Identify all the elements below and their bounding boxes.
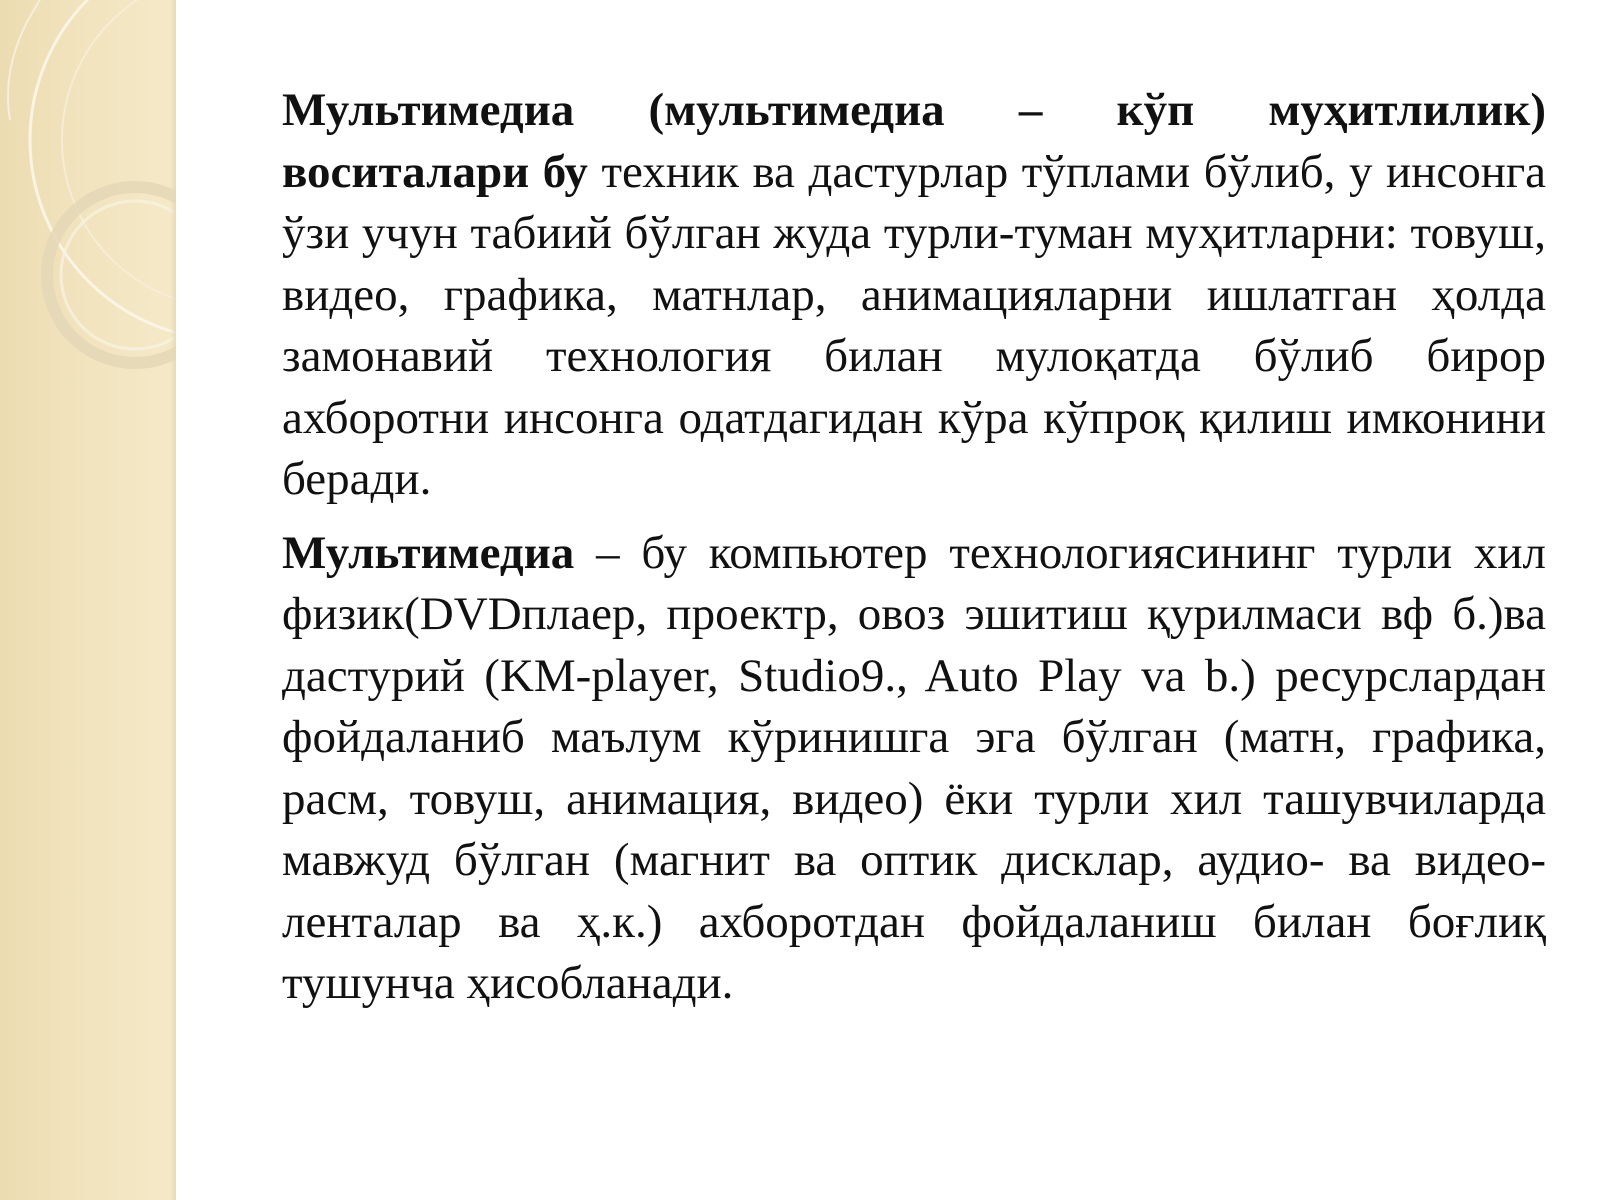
concentric-rings-icon — [0, 0, 176, 1200]
ring-arc — [8, 0, 40, 120]
paragraph-definition-term: Мультимедиа (мультимедиа – кўп муҳитлилик) воситалари бу — [282, 84, 1546, 198]
large-ring-inner — [62, 0, 176, 308]
paragraph-explanation-term: Мультимедиа — [282, 526, 575, 579]
paragraph-explanation — [282, 523, 1546, 1015]
paragraph-definition — [282, 80, 1546, 511]
slide-body — [282, 80, 1546, 1015]
paragraph-explanation-text: – бу компьютер технологиясининг турли хил физик(DVDплаер, проектр, овоз эшитиш қурилмаси вф б.)ва дастурий (KM-player, Studio9., Auto Play va b.) ресурслардан фойдаланиб маълум кўринишга эга бўлган (матн, графика, расм, товуш, анимация, видео) ёки турли хил ташувчиларда мавжуд бўлган (магнит ва оптик дисклар, аудио- ва видео-ленталар ва ҳ.к.) ахборотдан фойдаланиш билан боғлиқ тушунча ҳисобланади. — [282, 526, 1546, 1009]
decorative-side-panel — [0, 0, 176, 1200]
medium-ring — [47, 187, 176, 363]
paragraph-definition-text: техник ва дастурлар тўплами бўлиб, у инсонга ўзи учун табиий бўлган жуда турли-туман муҳитларни: товуш, видео, графика, матнлар, анимацияларни ишлатган ҳолда замонавий технология билан мулоқатда бўлиб бирор ахборотни инсонга одатдагидан кўра кўпроқ қилиш имконини беради. — [282, 145, 1546, 505]
